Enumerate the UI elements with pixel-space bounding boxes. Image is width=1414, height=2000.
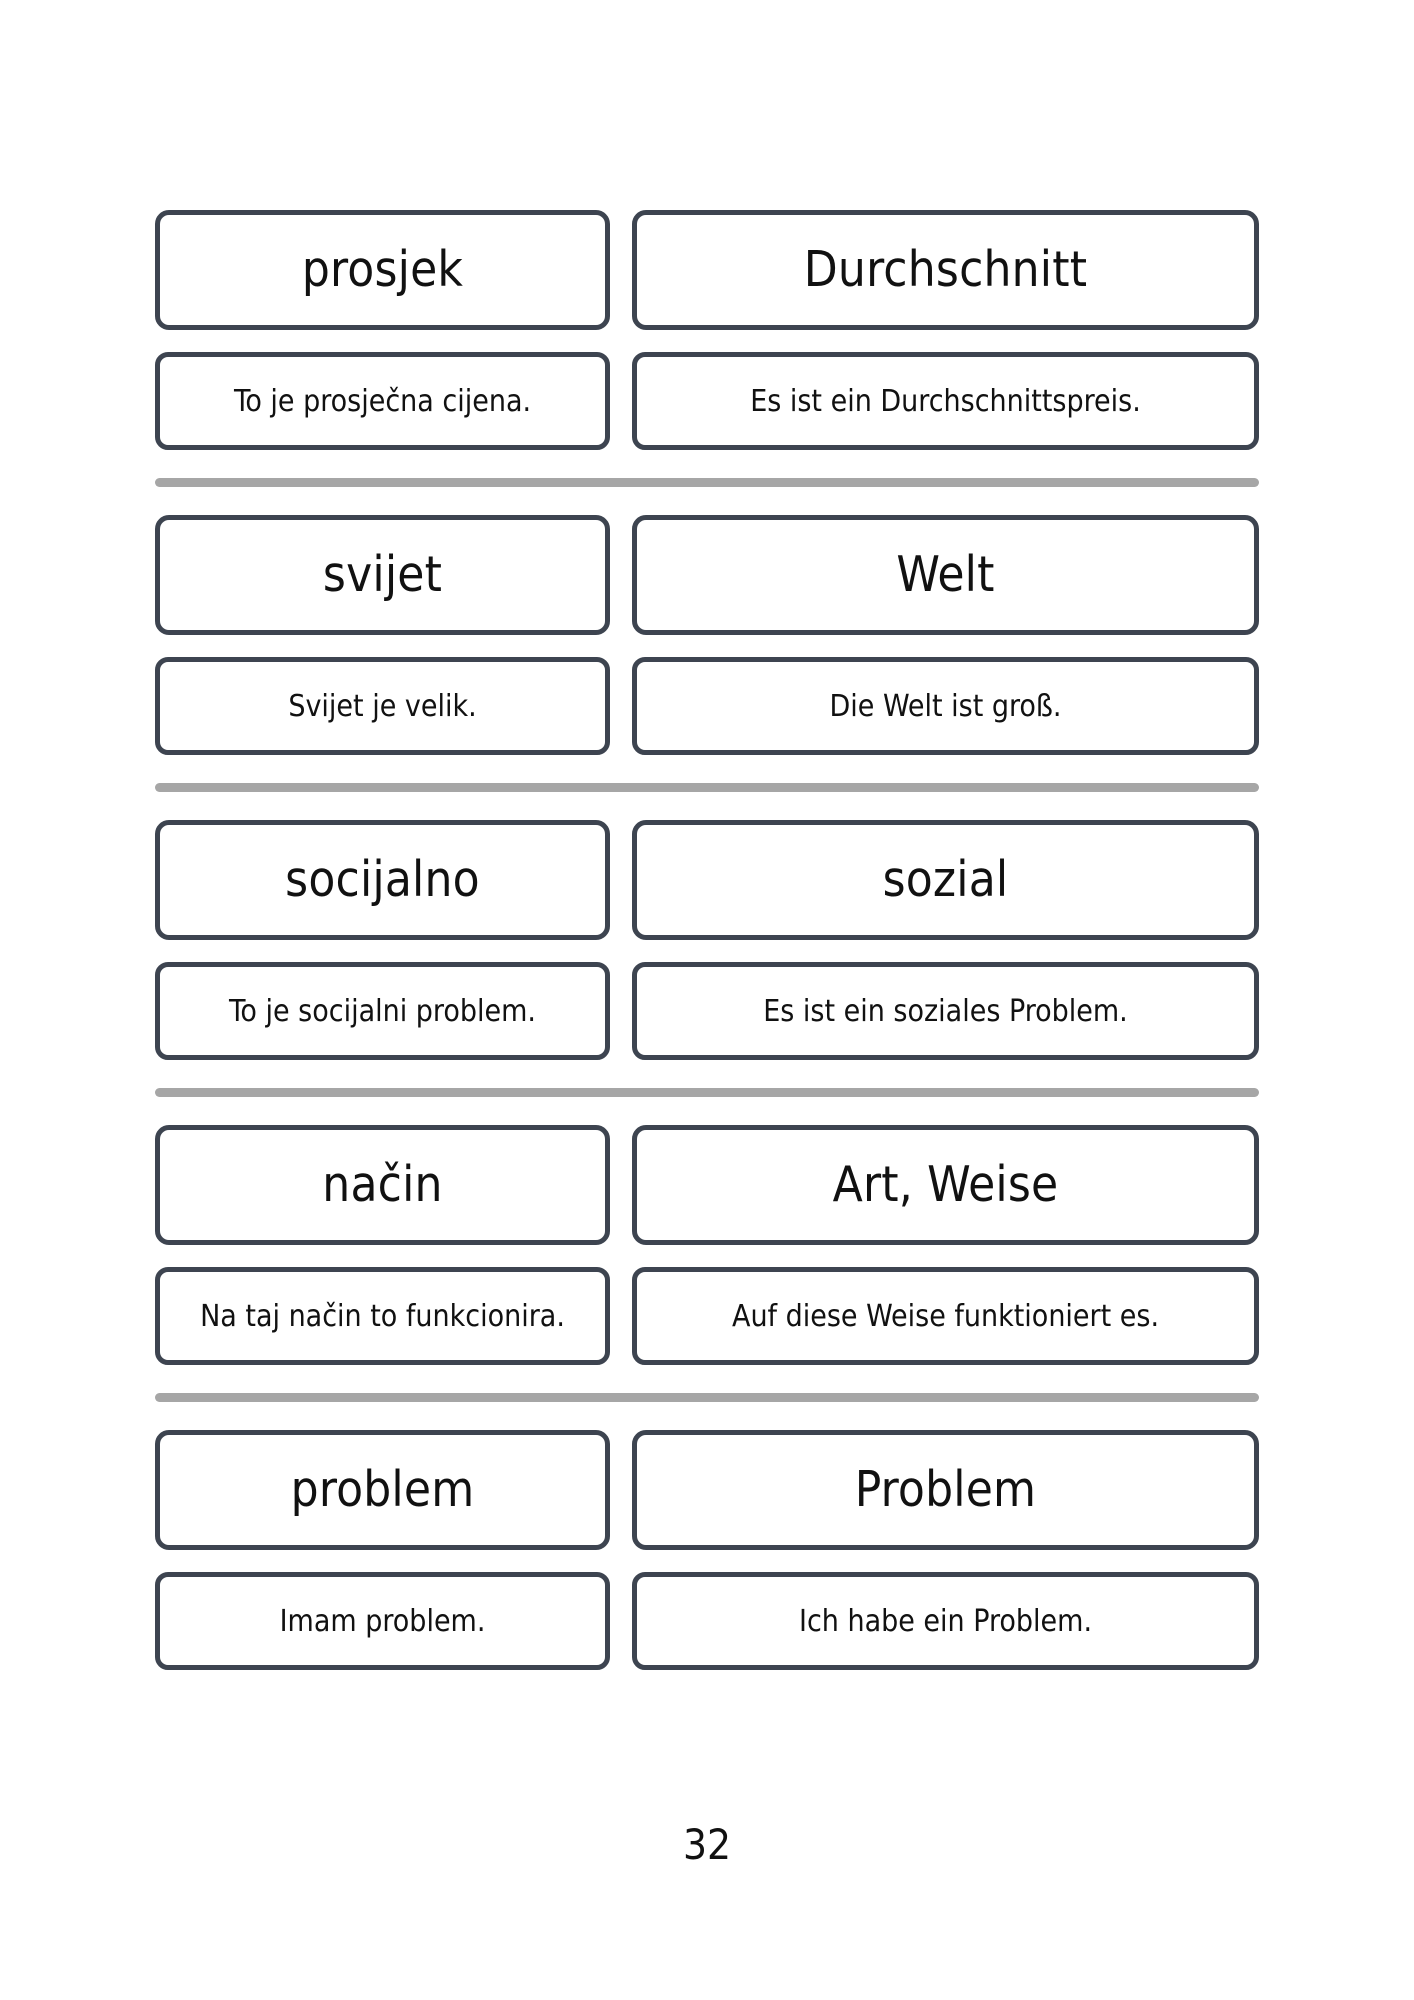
example-target-text: Es ist ein Durchschnittspreis. bbox=[750, 383, 1141, 419]
headword-target-text: Durchschnitt bbox=[803, 241, 1088, 299]
headword-source-text: socijalno bbox=[285, 851, 480, 909]
headword-target-text: Problem bbox=[854, 1461, 1037, 1519]
vocabulary-entry-list bbox=[155, 210, 1259, 1670]
page-number: 32 bbox=[682, 1820, 732, 1869]
example-target-box[interactable] bbox=[632, 657, 1259, 755]
headword-source-box[interactable] bbox=[155, 210, 610, 330]
vocabulary-entry bbox=[155, 1125, 1259, 1365]
headword-target-box[interactable] bbox=[632, 515, 1259, 635]
entry-divider bbox=[155, 1393, 1259, 1402]
headword-source-box[interactable] bbox=[155, 515, 610, 635]
headword-source-text: način bbox=[322, 1156, 443, 1214]
example-row bbox=[155, 657, 1259, 755]
example-source-box[interactable] bbox=[155, 352, 610, 450]
vocabulary-entry bbox=[155, 1430, 1259, 1670]
entry-divider bbox=[155, 783, 1259, 792]
headword-source-box[interactable] bbox=[155, 1125, 610, 1245]
entry-divider bbox=[155, 478, 1259, 487]
example-target-text: Die Welt ist groß. bbox=[829, 688, 1062, 724]
example-target-text: Auf diese Weise funktioniert es. bbox=[731, 1298, 1160, 1334]
headword-source-box[interactable] bbox=[155, 1430, 610, 1550]
headword-row bbox=[155, 820, 1259, 940]
example-target-box[interactable] bbox=[632, 1572, 1259, 1670]
headword-row bbox=[155, 1125, 1259, 1245]
example-target-text: Ich habe ein Problem. bbox=[798, 1603, 1093, 1639]
example-source-text: To je socijalni problem. bbox=[229, 993, 536, 1029]
example-source-box[interactable] bbox=[155, 1572, 610, 1670]
entry-divider bbox=[155, 1088, 1259, 1097]
headword-source-text: problem bbox=[290, 1461, 475, 1519]
headword-source-box[interactable] bbox=[155, 820, 610, 940]
example-source-text: To je prosječna cijena. bbox=[233, 383, 532, 419]
headword-target-box[interactable] bbox=[632, 210, 1259, 330]
example-row bbox=[155, 962, 1259, 1060]
example-source-text: Svijet je velik. bbox=[288, 688, 477, 724]
example-source-box[interactable] bbox=[155, 962, 610, 1060]
headword-target-box[interactable] bbox=[632, 1430, 1259, 1550]
example-source-text: Na taj način to funkcionira. bbox=[200, 1298, 565, 1334]
example-row bbox=[155, 1572, 1259, 1670]
vocabulary-entry bbox=[155, 820, 1259, 1060]
headword-source-text: svijet bbox=[322, 546, 443, 604]
headword-source-text: prosjek bbox=[301, 241, 464, 299]
example-source-box[interactable] bbox=[155, 1267, 610, 1365]
vocabulary-entry bbox=[155, 210, 1259, 450]
example-target-box[interactable] bbox=[632, 962, 1259, 1060]
example-row bbox=[155, 1267, 1259, 1365]
headword-target-text: Welt bbox=[896, 546, 995, 604]
headword-target-box[interactable] bbox=[632, 1125, 1259, 1245]
headword-row bbox=[155, 1430, 1259, 1550]
headword-row bbox=[155, 210, 1259, 330]
example-source-box[interactable] bbox=[155, 657, 610, 755]
headword-target-text: sozial bbox=[882, 851, 1009, 909]
vocabulary-entry bbox=[155, 515, 1259, 755]
headword-target-text: Art, Weise bbox=[832, 1156, 1059, 1214]
example-target-box[interactable] bbox=[632, 352, 1259, 450]
headword-target-box[interactable] bbox=[632, 820, 1259, 940]
example-row bbox=[155, 352, 1259, 450]
example-source-text: Imam problem. bbox=[279, 1603, 486, 1639]
example-target-box[interactable] bbox=[632, 1267, 1259, 1365]
example-target-text: Es ist ein soziales Problem. bbox=[763, 993, 1128, 1029]
headword-row bbox=[155, 515, 1259, 635]
